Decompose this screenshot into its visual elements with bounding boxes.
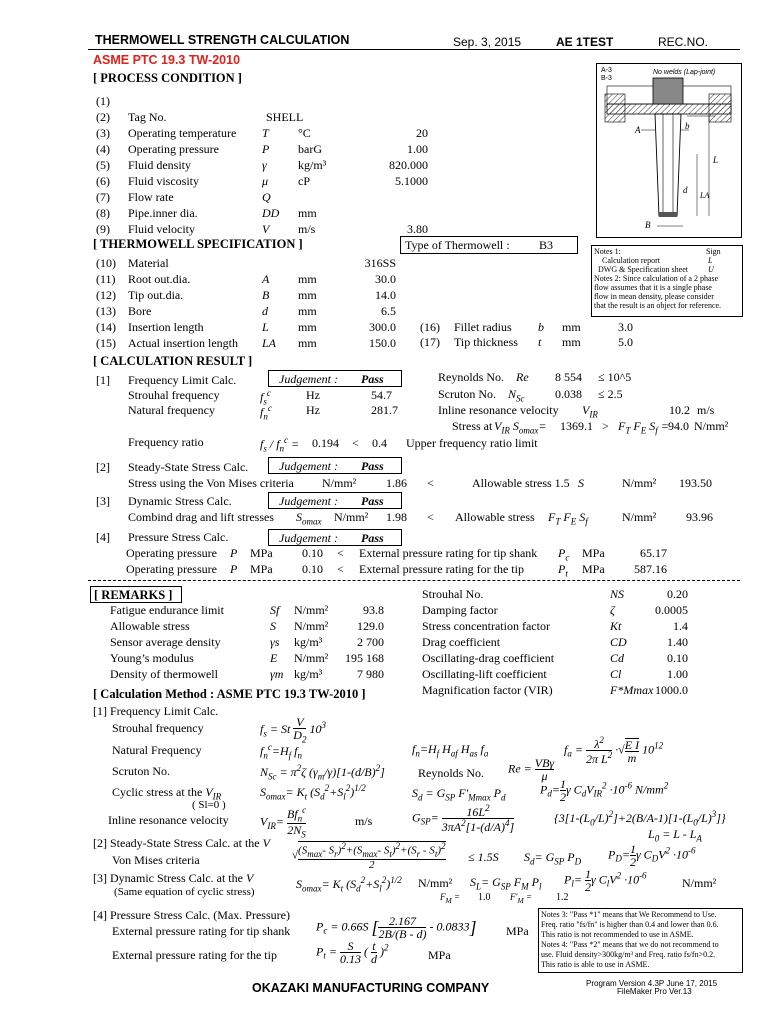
diagram-dim-b: b (685, 121, 690, 131)
spec-no: (14) (96, 320, 116, 334)
spec-value: 316SS (364, 256, 396, 270)
process-value: 20 (416, 126, 428, 140)
combined-stress-value: 1.98 (386, 510, 407, 524)
remark-value: 7 980 (357, 667, 384, 681)
remark-symbol: E (270, 651, 278, 665)
stress-at-value: 1369.1 (560, 419, 593, 433)
strouhal-frequency-value: 54.7 (371, 388, 392, 402)
notes-1-line5: flow in mean density, please consider (594, 292, 714, 301)
calc-2-label: Steady-State Stress Calc. (128, 460, 249, 474)
spec-symbol: A (262, 272, 270, 286)
process-symbol: P (262, 142, 270, 156)
remark-label: Oscillating-lift coefficient (422, 667, 547, 681)
remark-label: Drag coefficient (422, 635, 501, 649)
thermowell-diagram (596, 63, 742, 238)
formula-fa: $f_a$ = $\frac{\lambda^2}{2\pi L^2}$ ·√ $\frac{\text{E I}}{m}$ $10^{12}$ (564, 735, 664, 766)
notes-3-line4: Notes 4: "Pass *2" means that we do not recommend to (541, 940, 719, 949)
scruton-limit: ≤ 2.5 (598, 387, 623, 401)
remark-symbol: Cd (610, 651, 625, 665)
inline-resonance-label: Inline resonance velocity (438, 403, 559, 417)
notes-1-line2: DWG & Specification sheet (598, 265, 688, 274)
formula-vonmises-limit: ≤ 1.5S (468, 850, 499, 864)
notes-3-line6: This ratio is able to use in ASME. (541, 960, 650, 969)
remark-label: Magnification factor (VIR) (422, 683, 553, 697)
formula-vonmises: √ ($S_{max}-$ $S_r)^2+(S_{max}-$ $S_t)^2+(S_r - S_t)^2$ 2 (292, 841, 446, 871)
stress-at-label: Stress at (452, 419, 493, 433)
header-rule (88, 49, 740, 50)
von-mises-value: 1.86 (386, 476, 407, 490)
process-no: (9) (96, 222, 110, 236)
spec-value: 3.0 (618, 320, 633, 334)
remark-value: 1000.0 (655, 683, 688, 697)
spec-label: Fillet radius (454, 320, 512, 334)
process-label: Operating pressure (128, 142, 219, 156)
remark-symbol: Kt (610, 619, 622, 633)
op-pressure-1-value: 0.10 (302, 546, 323, 560)
thermowell-type-value: B3 (539, 238, 554, 252)
formula-gsp: $G_{SP}=$ $\frac{16L^2}{3\pi A^2[1-(d/A)^4]}$ (412, 803, 515, 834)
judgement-label: Judgement : (279, 459, 338, 473)
diagram-dim-B: B (645, 220, 651, 230)
diagram-dim-L: L (713, 155, 719, 165)
method-mpa-unit: MPa (506, 924, 529, 938)
document-date: Sep. 3, 2015 (453, 35, 522, 49)
von-mises-lt: < (427, 476, 434, 490)
method-strouhal-label: Strouhal frequency (112, 721, 204, 735)
spec-label: Insertion length (128, 320, 204, 334)
inline-resonance-unit: m/s (697, 403, 715, 417)
process-no: (4) (96, 142, 110, 156)
formula-scruton: $N_{Sc} = \pi^2\zeta$ $(\gamma_m/\gamma)[1-(d/B)^2]$ (260, 763, 385, 782)
combined-stress-unit: N/mm² (334, 510, 369, 524)
company-name: OKAZAKI MANUFACTURING COMPANY (252, 981, 490, 995)
spec-value: 30.0 (375, 272, 396, 286)
formula-vir: $V_{IR}=$ $Bf_n^c$ $2N_S$ (260, 805, 307, 840)
spec-value: 300.0 (369, 320, 396, 334)
calc-section-title: [ CALCULATION RESULT ] (93, 354, 253, 368)
remark-value: 1.4 (673, 619, 688, 633)
process-label: Operating temperature (128, 126, 237, 140)
spec-value: 14.0 (375, 288, 396, 302)
rec-no: REC.NO. (658, 35, 709, 49)
formula-sd2: $S_d= G_{SP}$ $P_D$ (524, 850, 582, 867)
natural-frequency-unit: Hz (306, 403, 320, 417)
method-same-note: (Same equation of cyclic stress) (114, 886, 255, 898)
process-label: Pipe.inner dia. (128, 206, 198, 220)
formula-gsp-bracket: $\{3[1-(L_0/L)^2]+2(B/A-1)[1-(L_0/L)^3]\}$ (554, 809, 726, 828)
diagram-dim-A: A (635, 125, 641, 135)
method-nmm2-unit-2: N/mm² (682, 876, 717, 890)
judgement-label: Judgement : (279, 531, 338, 545)
remark-value: 129.0 (357, 619, 384, 633)
remark-unit: kg/m³ (294, 667, 323, 681)
formula-cyclic: $S_{omax}= K_t$ $(S_d^2+S_l^2)^{1/2}$ (260, 783, 366, 802)
process-symbol: V (262, 222, 270, 236)
judgement-result: Pass (361, 372, 384, 386)
judgement-result: Pass (361, 459, 384, 473)
process-label: Tag No. (128, 110, 167, 124)
remark-label: Damping factor (422, 603, 498, 617)
spec-label: Tip out.dia. (128, 288, 184, 302)
spec-unit: mm (562, 320, 581, 334)
method-ms-unit: m/s (355, 814, 373, 828)
process-no: (8) (96, 206, 110, 220)
op-pressure-2-unit: MPa (250, 562, 273, 576)
method-2-title: [2] Steady-State Stress Calc. at the V (93, 836, 270, 850)
formula-pd: $P_d=$ $\frac{1}{2}$ γ $C_dV_{IR}^2 \cdot 10^{-6}$ $N/mm^2$ (540, 777, 669, 804)
stress-at-gt: > (602, 419, 609, 433)
notes-1-sign2: U (708, 265, 714, 274)
formula-natural-2: $f_n=H_f$ $H_{af}$ $H_{as}$ $f_a$ (412, 742, 489, 759)
process-no: (5) (96, 158, 110, 172)
spec-label: Tip thickness (454, 335, 518, 349)
process-no: (6) (96, 174, 110, 188)
notes-1-box (591, 245, 743, 317)
diagram-label-a3: A-3 (601, 67, 612, 74)
formula-fml-label: $F'_M$ = (510, 892, 533, 905)
spec-label: Material (128, 256, 169, 270)
notes-3-line1: Notes 3: "Pass *1" means that We Recommend to Use. (541, 910, 717, 919)
formula-l0: $L_0 = L - L_A$ (648, 827, 702, 844)
ext-pressure-2-unit: MPa (582, 562, 605, 576)
reynolds-symbol: Re (516, 370, 529, 384)
allowable-stress-unit: N/mm² (622, 476, 657, 490)
diagram-label-b3: B-3 (601, 75, 612, 82)
notes-1-title: Notes 1: (594, 247, 621, 256)
remark-label: Stress concentration factor (422, 619, 550, 633)
remark-symbol: γs (270, 635, 280, 649)
reynolds-value: 8 554 (555, 370, 582, 384)
filemaker-version: FileMaker Pro Ver.13 (617, 987, 692, 996)
allowable-stress-value: 193.50 (679, 476, 712, 490)
method-inline-label: Inline resonance velocity (108, 813, 229, 827)
remark-unit: kg/m³ (294, 635, 323, 649)
process-unit: mm (298, 206, 317, 220)
remark-symbol: S (270, 619, 276, 633)
spec-section-title: [ THERMOWELL SPECIFICATION ] (93, 237, 303, 251)
remark-label: Sensor average density (110, 635, 221, 649)
judgement-box-1 (268, 370, 402, 387)
formula-pc: $P_c = 0.66S$ [ $\frac{2.167}{2B/(B - d)}$ - 0.0833] (316, 914, 477, 941)
process-symbol: μ (262, 174, 269, 188)
op-pressure-1-unit: MPa (250, 546, 273, 560)
spec-symbol: LA (262, 336, 277, 350)
process-value: 820.000 (389, 158, 428, 172)
process-section-title: [ PROCESS CONDITION ] (93, 71, 242, 85)
spec-no: (17) (420, 335, 440, 349)
spec-unit: mm (298, 272, 317, 286)
remark-symbol: ζ (610, 603, 615, 617)
process-no: (3) (96, 126, 110, 140)
judgement-box-4 (268, 529, 402, 546)
strouhal-frequency-unit: Hz (306, 388, 320, 402)
thermowell-type-box (400, 236, 578, 254)
allowable-stress-3-label: Allowable stress (455, 510, 535, 524)
remark-label: Strouhal No. (422, 587, 484, 601)
method-sl0: ( Sl=0 ) (192, 799, 226, 811)
process-symbol: γ (262, 158, 267, 172)
spec-no: (13) (96, 304, 116, 318)
thermowell-drawing (597, 64, 741, 237)
remark-value: 1.40 (667, 635, 688, 649)
remarks-section-title: [ REMARKS ] (94, 588, 173, 602)
allowable-stress-3-value: 93.96 (686, 510, 713, 524)
spec-unit: mm (298, 288, 317, 302)
reynolds-limit: ≤ 10^5 (598, 370, 632, 384)
process-label: Fluid velocity (128, 222, 195, 236)
dashed-divider (88, 580, 740, 581)
spec-unit: mm (298, 320, 317, 334)
remark-symbol: CD (610, 635, 627, 649)
scruton-value: 0.038 (555, 387, 582, 401)
notes-3-line5: use. Fluid density>300kg/m³ and Freq. ratio fs/fn>0.2. (541, 950, 716, 959)
spec-value: 5.0 (618, 335, 633, 349)
spec-value: 6.5 (381, 304, 396, 318)
process-no: (7) (96, 190, 110, 204)
method-mpa-unit-2: MPa (428, 948, 451, 962)
remark-label: Allowable stress (110, 619, 190, 633)
notes-3-box (538, 908, 743, 973)
remark-symbol: Cl (610, 667, 622, 681)
calc-1-label: Frequency Limit Calc. (128, 373, 237, 387)
spec-label: Root out.dia. (128, 272, 191, 286)
method-natural-label: Natural Frequency (112, 743, 202, 757)
spec-symbol: b (538, 320, 544, 334)
remark-value: 1.00 (667, 667, 688, 681)
von-mises-label: Stress using the Von Mises criteria (128, 476, 294, 490)
formula-reynolds: Re = VBγ μ (508, 756, 555, 783)
thermowell-type-label: Type of Thermowell : (405, 238, 510, 252)
method-section-title: [ Calculation Method : ASME PTC 19.3 TW-2010 ] (93, 687, 366, 701)
spec-no: (15) (96, 336, 116, 350)
allowable-stress-label: Allowable stress 1.5 (472, 476, 570, 490)
method-cyclic-label: Cyclic stress at the $V_{IR}$ (112, 785, 222, 802)
stress-at-unit: N/mm² (694, 419, 729, 433)
judgement-result: Pass (361, 531, 384, 545)
notes-1-line1: Calculation report (602, 256, 660, 265)
program-version: Program Version 4.3P June 17, 2015 (586, 979, 718, 988)
process-symbol: T (262, 126, 269, 140)
combined-stress-lt: < (427, 510, 434, 524)
calc-3-no: [3] (96, 494, 110, 508)
op-pressure-1-lt: < (337, 546, 344, 560)
notes-1-line6: that the result is an object for reference. (594, 301, 722, 310)
judgement-box-2 (268, 457, 402, 474)
spec-label: Actual insertion length (128, 336, 238, 350)
method-vonmises-label: Von Mises criteria (112, 853, 200, 867)
ext-pressure-1-unit: MPa (582, 546, 605, 560)
method-2-text: [2] Steady-State Stress Calc. at the (93, 836, 260, 850)
von-mises-unit: N/mm² (322, 476, 357, 490)
formula-natural: $f_n^c=H_f$ $f_n$ (260, 742, 302, 761)
document-ref: AE 1TEST (556, 35, 614, 49)
spec-unit: mm (562, 335, 581, 349)
spec-unit: mm (298, 304, 317, 318)
inline-resonance-value: 10.2 (669, 403, 690, 417)
method-reynolds-label: Reynolds No. (418, 766, 484, 780)
judgement-label: Judgement : (279, 494, 338, 508)
combined-stress-label: Combind drag and lift stresses (128, 510, 274, 524)
process-label: Flow rate (128, 190, 174, 204)
diagram-dim-d: d (683, 185, 688, 195)
remark-symbol: NS (610, 587, 625, 601)
frequency-ratio-value: 0.194 (312, 436, 339, 450)
remark-value: 0.10 (667, 651, 688, 665)
formula-fm-value: 1.0 (478, 892, 491, 903)
strouhal-frequency-label: Strouhal frequency (128, 388, 220, 402)
remark-unit: N/mm² (294, 651, 329, 665)
calc-4-label: Pressure Stress Calc. (128, 530, 229, 544)
formula-fml-value: 1.2 (556, 892, 569, 903)
process-unit: cP (298, 174, 310, 188)
method-1-title: [1] Frequency Limit Calc. (93, 704, 219, 718)
judgement-label: Judgement : (279, 372, 338, 386)
remark-value: 0.20 (667, 587, 688, 601)
remark-symbol: γm (270, 667, 284, 681)
ext-pressure-2-label: External pressure rating for the tip (359, 562, 524, 576)
process-label: Fluid density (128, 158, 192, 172)
process-unit: °C (298, 126, 311, 140)
spec-symbol: t (538, 335, 542, 349)
diagram-caption: No welds (Lap-joint) (653, 69, 716, 76)
process-symbol: DD (262, 206, 280, 220)
notes-3-line3: This ratio is not recommended to use in ASME. (541, 930, 694, 939)
process-no: (2) (96, 110, 110, 124)
calc-1-no: [1] (96, 373, 110, 387)
method-cyclic-text: Cyclic stress at the (112, 785, 203, 799)
spec-unit: mm (298, 336, 317, 350)
remark-label: Oscillating-drag coefficient (422, 651, 555, 665)
stress-at-rhs: 94.0 (668, 419, 689, 433)
process-no: (1) (96, 94, 110, 108)
process-unit: m/s (298, 222, 316, 236)
frequency-ratio-label: Frequency ratio (128, 435, 204, 449)
calc-4-no: [4] (96, 530, 110, 544)
notes-3-line2: Freq. ratio "fs/fn" is higher than 0.4 and lower than 0.6. (541, 920, 719, 929)
diagram-dim-LA: LA (700, 191, 710, 200)
remark-value: 195 168 (345, 651, 384, 665)
calc-2-no: [2] (96, 460, 110, 474)
spec-no: (10) (96, 256, 116, 270)
spec-symbol: d (262, 304, 268, 318)
frequency-ratio-limit: 0.4 (372, 436, 387, 450)
natural-frequency-value: 281.7 (371, 403, 398, 417)
remark-value: 93.8 (363, 603, 384, 617)
remark-symbol: Sf (270, 603, 280, 617)
calc-3-label: Dynamic Stress Calc. (128, 494, 232, 508)
natural-frequency-label: Natural frequency (128, 403, 215, 417)
formula-pt: $P_t$ = $\frac{S}{0.13}$ ( $\frac{t}{d}$ )$^2$ (316, 939, 389, 966)
op-pressure-1-label: Operating pressure (126, 546, 217, 560)
process-label: Fluid viscosity (128, 174, 200, 188)
remark-value: 0.0005 (655, 603, 688, 617)
method-nmm2-unit: N/mm² (418, 876, 453, 890)
spec-value: 150.0 (369, 336, 396, 350)
method-scruton-label: Scruton No. (112, 764, 170, 778)
notes-1-line4: flow assumes that it is a single phase (594, 283, 712, 292)
remark-label: Young’s modulus (110, 651, 194, 665)
ext-pressure-2-value: 587.16 (634, 562, 667, 576)
remark-unit: N/mm² (294, 619, 329, 633)
spec-symbol: L (262, 320, 269, 334)
notes-1-line3: Notes 2: Since calculation of a 2 phase (594, 274, 719, 283)
spec-no: (11) (96, 272, 116, 286)
process-value: 5.1000 (395, 174, 428, 188)
formula-somax2: $S_{omax}= K_t$ $(S_d^2+S_l^2)^{1/2}$ (296, 875, 402, 894)
allowable-stress-symbol: S (578, 476, 584, 490)
formula-sl: $S_L= G_{SP}$ $F_M$ $P_l$ (470, 875, 542, 892)
notes-1-sign: Sign (706, 247, 721, 256)
method-ext2-label: External pressure rating for the tip (112, 948, 277, 962)
remark-value: 2 700 (357, 635, 384, 649)
remarks-title-box (90, 586, 182, 603)
reynolds-label: Reynolds No. (438, 370, 504, 384)
formula-pl: $P_l=$ $\frac{1}{2}$ γ $C_lV^2 \cdot 10^{-6}$ (564, 867, 647, 894)
frequency-ratio-lt: < (352, 436, 359, 450)
ext-pressure-1-label: External pressure rating for tip shank (359, 546, 538, 560)
allowable-stress-3-unit: N/mm² (622, 510, 657, 524)
remark-unit: N/mm² (294, 603, 329, 617)
process-symbol: Q (262, 190, 271, 204)
op-pressure-2-label: Operating pressure (126, 562, 217, 576)
method-3-title: [3] Dynamic Stress Calc. at the V (93, 871, 254, 885)
notes-1-sign1: L (708, 256, 713, 265)
ext-pressure-1-value: 65.17 (640, 546, 667, 560)
process-value: SHELL (266, 110, 304, 124)
remark-symbol: F*Mmax (610, 683, 654, 697)
process-value: 3.80 (407, 222, 428, 236)
formula-pd2: $P_D=$ $\frac{1}{2}$ γ $C_DV^2 \cdot 10^{-6}$ (608, 842, 696, 869)
document-title: THERMOWELL STRENGTH CALCULATION (95, 33, 350, 47)
formula-sd: $S_d = G_{SP}$ $F'_{Mmax}$ $P_d$ (412, 786, 506, 803)
standard-title: ASME PTC 19.3 TW-2010 (93, 53, 241, 67)
formula-fm-label: $F_M$ = (440, 892, 461, 905)
scruton-label: Scruton No. (438, 387, 496, 401)
process-unit: kg/m³ (298, 158, 327, 172)
remark-label: Fatigue endurance limit (110, 603, 224, 617)
process-value: 1.00 (407, 142, 428, 156)
op-pressure-2-value: 0.10 (302, 562, 323, 576)
process-unit: barG (298, 142, 322, 156)
frequency-ratio-note: Upper frequency ratio limit (406, 436, 538, 450)
judgement-result: Pass (361, 494, 384, 508)
method-4-title: [4] Pressure Stress Calc. (Max. Pressure) (93, 908, 290, 922)
spec-symbol: B (262, 288, 270, 302)
spec-no: (12) (96, 288, 116, 302)
method-3-text: [3] Dynamic Stress Calc. at the (93, 871, 243, 885)
remark-label: Density of thermowell (110, 667, 218, 681)
judgement-box-3 (268, 492, 402, 509)
spec-no: (16) (420, 320, 440, 334)
spec-label: Bore (128, 304, 152, 318)
op-pressure-2-lt: < (337, 562, 344, 576)
formula-strouhal: $f_s = St$ $\frac{V}{D_2}$ $10^3$ (260, 715, 326, 745)
method-ext1-label: External pressure rating for tip shank (112, 924, 291, 938)
